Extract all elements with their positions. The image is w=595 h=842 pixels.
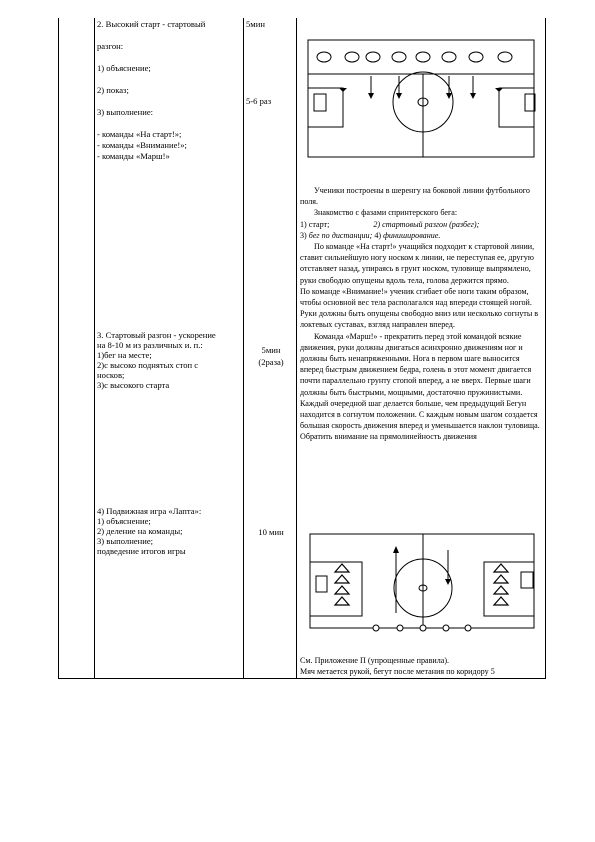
section-2-item-2: 2) показ; (97, 85, 129, 95)
section-3-line-2: на 8-10 м из различных и. п.: (97, 340, 203, 350)
desc-p2: Знакомство с фазами спринтерского бега: (314, 208, 458, 218)
section-3-reps: (2раза) (258, 357, 284, 367)
section-3-line-4: 2)с высоко поднятых стоп с (97, 360, 199, 370)
desc-phase-2: 2) стартовый разгон (разбег); (373, 219, 480, 229)
section-4-line-1: 4) Подвижная игра «Лапта»: (97, 506, 202, 516)
section-3-line-1: 3. Стартовый разгон - ускорение (97, 330, 216, 340)
section-3-line-6: 3)с высокого старта (97, 380, 170, 390)
section-2-item-1: 1) объяснение; (97, 63, 151, 73)
section-4-line-3: 2) деление на команды; (97, 526, 183, 536)
lapta-notes (300, 655, 544, 677)
desc-p5: Команда «Марш!» - прекратить перед этой командой всякие движения, руки должны двигаться асинхронно движениям ног и должны быть ненапряженными. Нога в первом шаге выносится вперед быстрым движением бедра, голень в этот момент двигается почти параллельно грунту стопой вперед, а не вверх. Первые шаги должны быть быстрыми, мощными, достаточно пружинистыми. Каждый очередной шаг делается больше, чем предыдущий Бегун находится в согнутом положении. С каждым новым шагом создается большая скорость движения вперед и уменьшается наклон туловища. Обратить внимание на прямолинейность движения (300, 331, 540, 442)
section-2-time: 5мин (246, 19, 265, 29)
note-appendix: См. Приложение П (упрощенные правила). (300, 656, 450, 665)
section-4-line-4: 3) выполнение; (97, 536, 154, 546)
section-4-time: 10 мин (258, 527, 284, 537)
desc-phases-1 (300, 219, 544, 230)
section-3-line-5: носков; (97, 370, 125, 380)
desc-p1: Ученики построены в шеренгу на боковой линии футбольного поля. (300, 186, 530, 207)
table-border-col2 (243, 18, 244, 678)
table-border-col1 (94, 18, 95, 678)
section-3-time-value: 5мин (261, 345, 281, 355)
table-border-bottom (58, 678, 546, 679)
section-2-item-3: 3) выполнение: (97, 107, 154, 117)
desc-phases-2 (300, 230, 544, 241)
section-4-content (97, 506, 243, 556)
section-4-line-2: 1) объяснение; (97, 516, 151, 526)
desc-phase-3-num: 3) (300, 230, 309, 240)
note-ball: Мяч метается рукой, бегут после метания по коридору 5 (300, 667, 495, 677)
section-3-time (246, 344, 296, 368)
section-2-command-1: - команды «На старт!»; (97, 129, 182, 139)
field-diagram-start (296, 30, 546, 165)
desc-p3: По команде «На старт!» учащийся подходит к стартовой линии, ставит сильнейшую ногу носком к линии, не переступая ее, другую отставляет назад, упираясь в грунт носком, туловище выпрямлено, руки свободно опущены вдоль тела, голова держится прямо. (300, 242, 535, 285)
desc-phase-1: 1) старт; (300, 219, 330, 229)
section-2-title-cont: разгон: (97, 41, 124, 51)
section-3-line-3: 1)бег на месте; (97, 350, 152, 360)
desc-phase-3: бег по дистанции; (308, 230, 373, 240)
technique-description (300, 185, 544, 443)
desc-phase-4: финиширование. (383, 230, 441, 240)
section-2-title: 2. Высокий старт - стартовый (97, 19, 206, 29)
desc-phase-4-num: 4) (374, 230, 384, 240)
section-4-line-5: подведение итогов игры (97, 546, 186, 556)
table-border-left (58, 18, 59, 678)
section-2-command-3: - команды «Марш!» (97, 151, 170, 161)
section-2-command-2: - команды «Внимание!»; (97, 140, 187, 150)
section-2-content (97, 19, 241, 162)
section-2-reps: 5-6 раз (246, 96, 272, 106)
field-diagram-lapta (296, 528, 546, 638)
desc-p4: По команде «Внимание!» ученик сгибает обе ноги таким образом, чтобы основной вес тела располагался над впереди стоящей ногой. Руки должны быть опущены свободно вниз или несколько согнуты в локтевых суставах, взгляд направлен вперед. (300, 286, 539, 330)
section-3-content (97, 330, 243, 390)
